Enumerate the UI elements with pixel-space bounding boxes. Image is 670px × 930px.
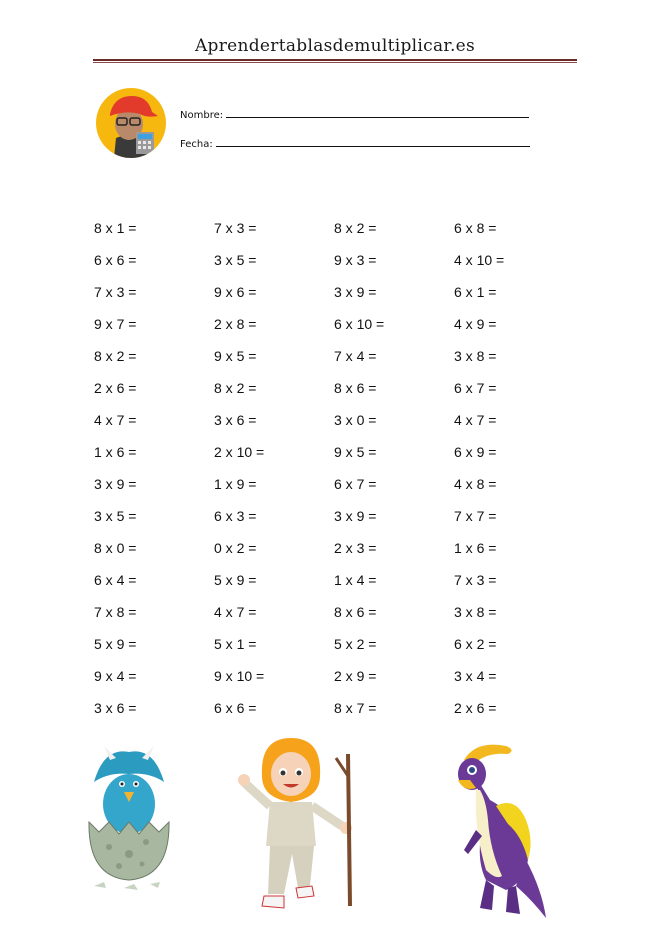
- multiplication-problem: 6 x 2 =: [454, 636, 497, 652]
- multiplication-problem: 8 x 6 =: [334, 380, 377, 396]
- multiplication-problem: 8 x 6 =: [334, 604, 377, 620]
- multiplication-problem: 3 x 9 =: [334, 284, 377, 300]
- triceratops-egg-illustration: [84, 742, 174, 897]
- multiplication-problem: 1 x 6 =: [94, 444, 137, 460]
- multiplication-problem: 8 x 1 =: [94, 220, 137, 236]
- multiplication-problem: 7 x 3 =: [94, 284, 137, 300]
- multiplication-problem: 6 x 10 =: [334, 316, 385, 332]
- multiplication-problem: 9 x 7 =: [94, 316, 137, 332]
- multiplication-problem: 4 x 7 =: [214, 604, 257, 620]
- multiplication-problem: 7 x 4 =: [334, 348, 377, 364]
- multiplication-problem: 3 x 6 =: [214, 412, 257, 428]
- multiplication-problem: 3 x 8 =: [454, 348, 497, 364]
- multiplication-problem: 1 x 9 =: [214, 476, 257, 492]
- multiplication-problem: 2 x 3 =: [334, 540, 377, 556]
- multiplication-problem: 2 x 8 =: [214, 316, 257, 332]
- multiplication-problem: 2 x 6 =: [454, 700, 497, 716]
- multiplication-problem: 3 x 4 =: [454, 668, 497, 684]
- multiplication-problem: 3 x 0 =: [334, 412, 377, 428]
- multiplication-problem: 6 x 7 =: [454, 380, 497, 396]
- multiplication-problem: 8 x 2 =: [94, 348, 137, 364]
- multiplication-problem: 6 x 6 =: [214, 700, 257, 716]
- multiplication-problem: 8 x 0 =: [94, 540, 137, 556]
- multiplication-problem: 6 x 6 =: [94, 252, 137, 268]
- multiplication-problem: 2 x 10 =: [214, 444, 265, 460]
- multiplication-problem: 6 x 1 =: [454, 284, 497, 300]
- explorer-girl-illustration: [236, 736, 366, 921]
- date-line[interactable]: [216, 137, 530, 147]
- multiplication-problem: 1 x 4 =: [334, 572, 377, 588]
- multiplication-problem: 3 x 5 =: [214, 252, 257, 268]
- multiplication-problem: 2 x 9 =: [334, 668, 377, 684]
- name-field[interactable]: [180, 108, 529, 121]
- multiplication-problem: 5 x 9 =: [214, 572, 257, 588]
- multiplication-problem: 6 x 4 =: [94, 572, 137, 588]
- multiplication-problem: 9 x 4 =: [94, 668, 137, 684]
- multiplication-problem: 5 x 2 =: [334, 636, 377, 652]
- multiplication-problem: 9 x 6 =: [214, 284, 257, 300]
- multiplication-problem: 0 x 2 =: [214, 540, 257, 556]
- multiplication-problem: 2 x 6 =: [94, 380, 137, 396]
- multiplication-problem: 5 x 1 =: [214, 636, 257, 652]
- multiplication-problem: 4 x 9 =: [454, 316, 497, 332]
- multiplication-problem: 6 x 8 =: [454, 220, 497, 236]
- multiplication-problem: 3 x 6 =: [94, 700, 137, 716]
- multiplication-problem: 3 x 5 =: [94, 508, 137, 524]
- title-rule-thin: [93, 62, 577, 63]
- multiplication-problem: 9 x 5 =: [334, 444, 377, 460]
- multiplication-problem: 3 x 8 =: [454, 604, 497, 620]
- multiplication-problem: 5 x 9 =: [94, 636, 137, 652]
- name-label: Nombre:: [180, 110, 224, 121]
- site-title: Aprendertablasdemultiplicar.es: [194, 36, 476, 56]
- multiplication-problem: 7 x 8 =: [94, 604, 137, 620]
- multiplication-problem: 7 x 3 =: [214, 220, 257, 236]
- avatar-boy-with-calculator: [96, 88, 166, 158]
- name-line[interactable]: [226, 108, 529, 118]
- multiplication-problem: 7 x 7 =: [454, 508, 497, 524]
- multiplication-problem: 4 x 10 =: [454, 252, 505, 268]
- multiplication-problem: 4 x 7 =: [454, 412, 497, 428]
- multiplication-problem: 1 x 6 =: [454, 540, 497, 556]
- multiplication-problem: 9 x 10 =: [214, 668, 265, 684]
- multiplication-problem: 6 x 7 =: [334, 476, 377, 492]
- multiplication-problem: 4 x 8 =: [454, 476, 497, 492]
- multiplication-problem: 7 x 3 =: [454, 572, 497, 588]
- title-rule: [93, 59, 577, 61]
- multiplication-problem: 8 x 2 =: [214, 380, 257, 396]
- multiplication-problem: 6 x 3 =: [214, 508, 257, 524]
- date-field[interactable]: [180, 137, 530, 150]
- parasaurolophus-illustration: [446, 740, 556, 925]
- multiplication-problem: 4 x 7 =: [94, 412, 137, 428]
- multiplication-problem: 8 x 2 =: [334, 220, 377, 236]
- multiplication-problem: 3 x 9 =: [94, 476, 137, 492]
- multiplication-problem: 9 x 3 =: [334, 252, 377, 268]
- multiplication-problem: 8 x 7 =: [334, 700, 377, 716]
- multiplication-problem: 3 x 9 =: [334, 508, 377, 524]
- date-label: Fecha:: [180, 139, 213, 150]
- multiplication-problem: 9 x 5 =: [214, 348, 257, 364]
- multiplication-problem: 6 x 9 =: [454, 444, 497, 460]
